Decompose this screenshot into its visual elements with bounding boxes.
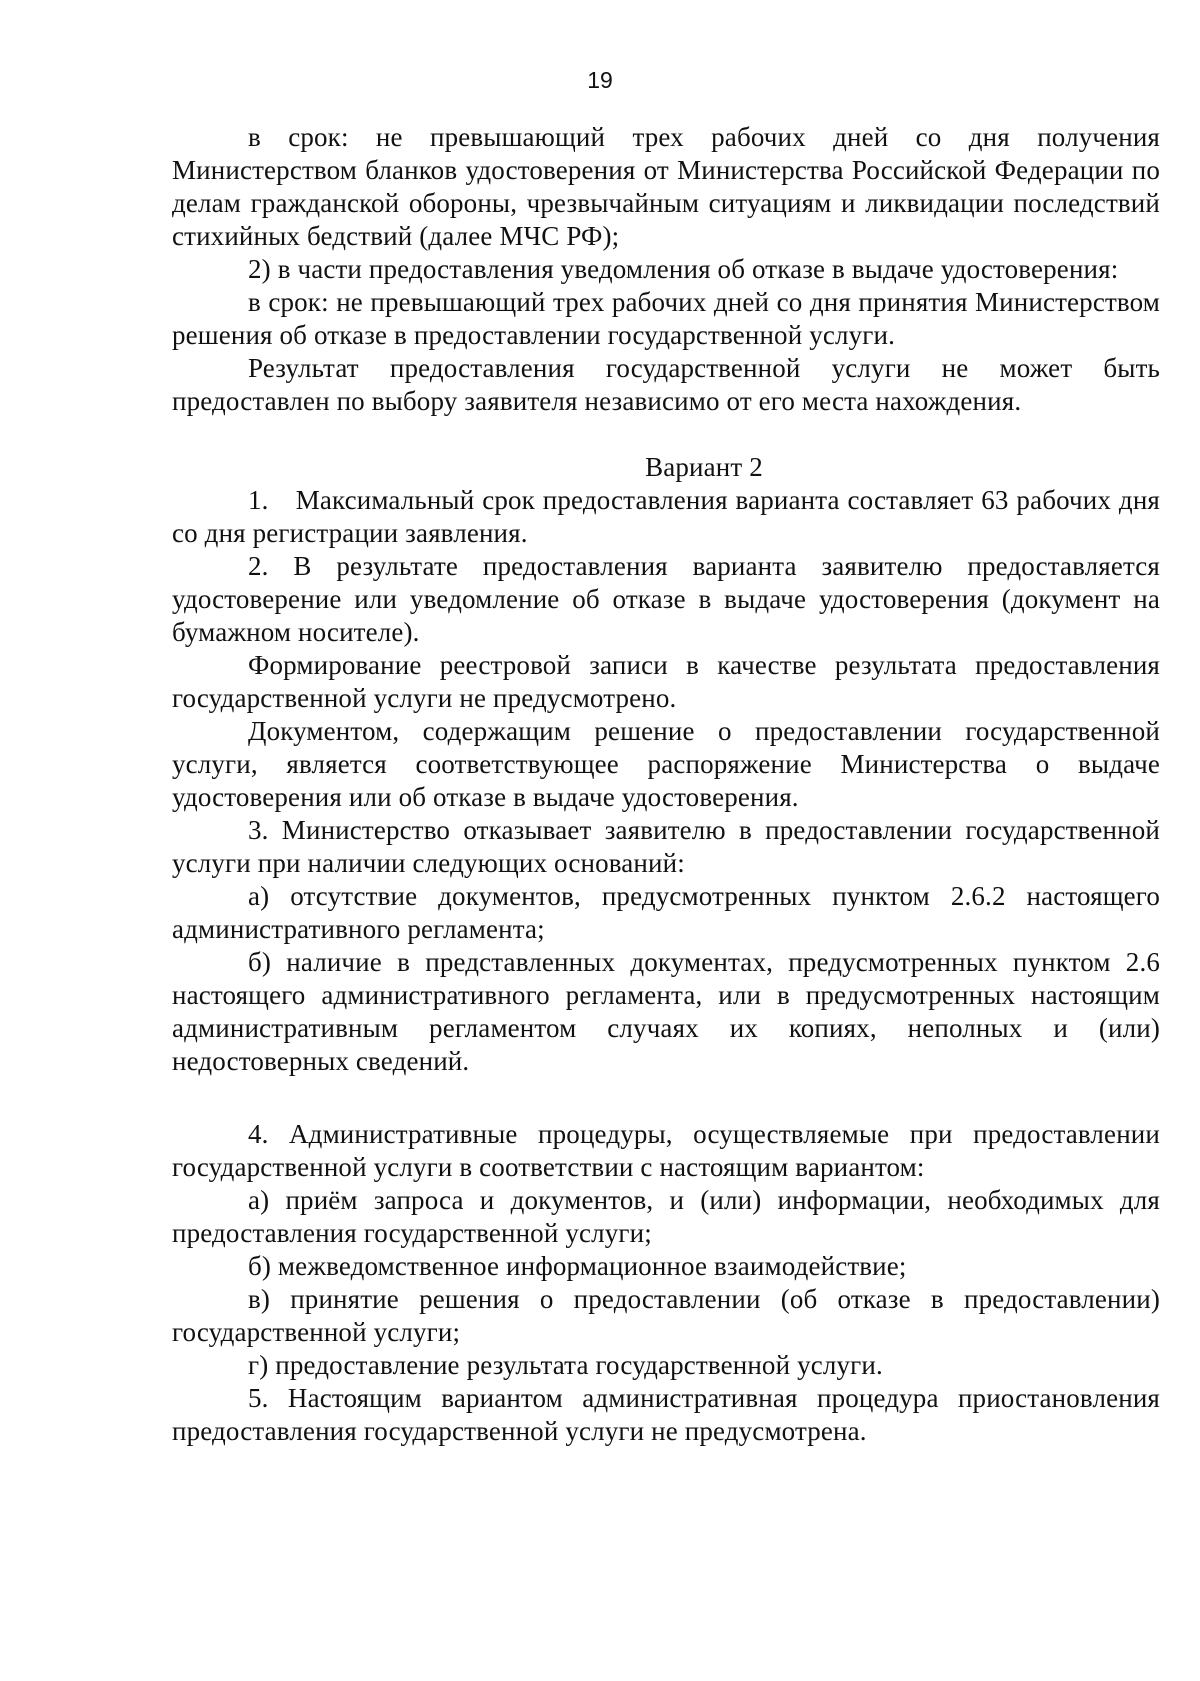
paragraph-refusal-grounds: 3. Министерство отказывает заявителю в предоставлении государственной услуги при наличии следующих оснований:: [172, 815, 1160, 878]
list-item-refusal-a: а) отсутствие документов, предусмотренных пунктом 2.6.2 настоящего административного регламента;: [172, 881, 1160, 944]
paragraph-suspension: 5. Настоящим вариантом административная процедура приостановления предоставления государственной услуги не предусмотрена.: [172, 1383, 1160, 1446]
paragraph-deadline-issue: в срок: не превышающий трех рабочих дней со дня получения Министерством бланков удостоверения от Министерства Российской Федерации по делам гражданской обороны, чрезвычайным ситуациям и ликвидации последствий стихийных бедствий (далее МЧС РФ);: [172, 122, 1160, 251]
list-item-procedure-a: а) приём запроса и документов, и (или) информации, необходимых для предоставления государственной услуги;: [172, 1185, 1160, 1248]
list-item-refusal-b: б) наличие в представленных документах, предусмотренных пунктом 2.6 настоящего административного регламента, или в предусмотренных настоящим административным регламентом случаях их копиях, неполных и (или) недостоверных сведений.: [172, 947, 1160, 1076]
page-number: 19: [587, 67, 613, 93]
paragraph-deadline-refusal: в срок: не превышающий трех рабочих дней со дня принятия Министерством решения об отказе в предоставлении государственной услуги.: [172, 287, 1160, 350]
paragraph-admin-procedures: 4. Административные процедуры, осуществляемые при предоставлении государственной услуги в соответствии с настоящим вариантом:: [172, 1119, 1160, 1182]
list-item-procedure-c: в) принятие решения о предоставлении (об отказе в предоставлении) государственной услуги;: [172, 1284, 1160, 1347]
paragraph-registry-record: Формирование реестровой записи в качестве результата предоставления государственной услуги не предусмотрено.: [172, 650, 1160, 713]
document-body: [172, 121, 1160, 1448]
paragraph-refusal-notice: 2) в части предоставления уведомления об отказе в выдаче удостоверения:: [248, 254, 1119, 284]
paragraph-result-document: 2. В результате предоставления варианта заявителю предоставляется удостоверение или уведомление об отказе в выдаче удостоверения (документ на бумажном носителе).: [172, 551, 1160, 647]
list-item-procedure-b: б) межведомственное информационное взаимодействие;: [248, 1251, 907, 1281]
section-title-variant-2: Вариант 2: [645, 452, 763, 482]
list-item-procedure-d: г) предоставление результата государственной услуги.: [248, 1350, 883, 1380]
paragraph-max-term: 1. Максимальный срок предоставления варианта составляет 63 рабочих дня со дня регистрации заявления.: [172, 485, 1160, 548]
paragraph-result-location: Результат предоставления государственной услуги не может быть предоставлен по выбору заявителя независимо от его места нахождения.: [172, 353, 1160, 416]
paragraph-decision-document: Документом, содержащим решение о предоставлении государственной услуги, является соответствующее распоряжение Министерства о выдаче удостоверения или об отказе в выдаче удостоверения.: [172, 716, 1160, 812]
